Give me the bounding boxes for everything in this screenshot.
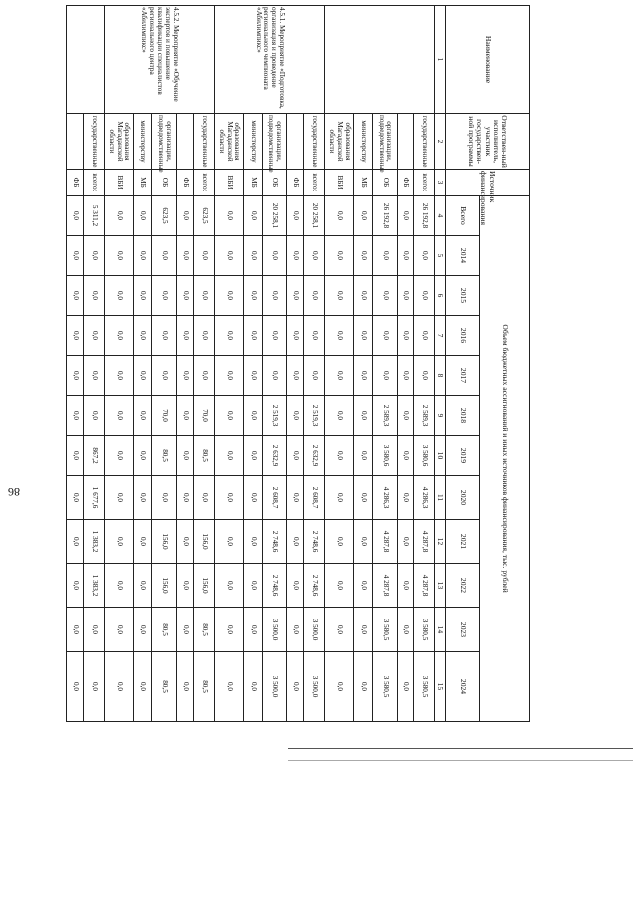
total-cell: 0,0 [353, 196, 372, 236]
value-cell: 0,0 [243, 316, 262, 356]
column-number: 6 [435, 276, 446, 316]
value-cell: 0,0 [133, 652, 152, 722]
value-cell: 0,0 [104, 652, 133, 722]
value-cell: 0,0 [287, 316, 304, 356]
value-cell: 3 580,5 [372, 608, 397, 652]
value-cell: 0,0 [304, 316, 325, 356]
value-cell: 0,0 [193, 316, 214, 356]
value-cell: 0,0 [67, 236, 84, 276]
responsible-cell: министерству [133, 114, 152, 170]
value-cell: 0,0 [152, 476, 177, 520]
value-cell: 0,0 [397, 652, 414, 722]
value-cell: 0,0 [104, 236, 133, 276]
value-cell: 0,0 [83, 316, 104, 356]
value-cell: 0,0 [353, 652, 372, 722]
total-cell: 20 258,1 [304, 196, 325, 236]
value-cell: 0,0 [214, 520, 243, 564]
responsible-cell: образования Магаданской области [104, 114, 133, 170]
header-year: 2021 [446, 520, 480, 564]
value-cell: 156,0 [193, 520, 214, 564]
table-row [67, 6, 84, 722]
value-cell: 0,0 [414, 356, 435, 396]
value-cell: 0,0 [243, 236, 262, 276]
column-number: 15 [435, 652, 446, 722]
source-cell: МБ [353, 170, 372, 196]
source-cell: ФБ [397, 170, 414, 196]
column-number: 7 [435, 316, 446, 356]
source-cell: ФБ [177, 170, 194, 196]
value-cell: 4 287,8 [414, 564, 435, 608]
value-cell: 0,0 [133, 236, 152, 276]
value-cell: 2 748,6 [262, 520, 287, 564]
source-cell: ФБ [67, 170, 84, 196]
value-cell: 0,0 [214, 476, 243, 520]
value-cell: 0,0 [243, 436, 262, 476]
value-cell: 0,0 [353, 608, 372, 652]
value-cell: 1 383,2 [83, 520, 104, 564]
value-cell: 0,0 [287, 276, 304, 316]
total-cell: 5 311,2 [83, 196, 104, 236]
responsible-cell: государственные [414, 114, 435, 170]
value-cell: 70,0 [193, 396, 214, 436]
value-cell: 0,0 [397, 236, 414, 276]
value-cell: 80,5 [193, 436, 214, 476]
value-cell: 0,0 [104, 276, 133, 316]
table-row [193, 6, 214, 722]
value-cell: 3 580,5 [414, 652, 435, 722]
activity-name: 4.5.1. Мероприятие «Подготовка, организация и проведение регионального чемпионата «Абилимпикс» [214, 6, 324, 114]
value-cell: 0,0 [304, 276, 325, 316]
header-total: Всего [446, 196, 480, 236]
value-cell: 80,5 [152, 652, 177, 722]
value-cell: 0,0 [83, 652, 104, 722]
column-number: 13 [435, 564, 446, 608]
value-cell: 0,0 [304, 356, 325, 396]
value-cell: 867,2 [83, 436, 104, 476]
value-cell: 2 589,3 [414, 396, 435, 436]
value-cell: 0,0 [287, 236, 304, 276]
value-cell: 0,0 [353, 520, 372, 564]
value-cell: 0,0 [243, 564, 262, 608]
value-cell: 0,0 [287, 396, 304, 436]
value-cell: 3 500,0 [262, 608, 287, 652]
rotated-page [66, 5, 530, 721]
table-row [152, 6, 177, 722]
column-numbers-row [435, 6, 446, 722]
table-row [133, 6, 152, 722]
total-cell: 0,0 [324, 196, 353, 236]
responsible-cell: организации, подведомственные [152, 114, 177, 170]
value-cell: 0,0 [67, 652, 84, 722]
total-cell: 623,5 [193, 196, 214, 236]
value-cell: 80,5 [152, 436, 177, 476]
value-cell: 0,0 [287, 520, 304, 564]
value-cell: 156,0 [193, 564, 214, 608]
header-year: 2023 [446, 608, 480, 652]
value-cell: 0,0 [67, 316, 84, 356]
value-cell: 0,0 [193, 276, 214, 316]
value-cell: 0,0 [193, 236, 214, 276]
value-cell: 0,0 [372, 276, 397, 316]
table-row [397, 6, 414, 722]
column-number: 9 [435, 396, 446, 436]
value-cell: 0,0 [214, 396, 243, 436]
value-cell: 0,0 [372, 316, 397, 356]
table-row [324, 6, 353, 722]
value-cell: 0,0 [67, 436, 84, 476]
value-cell: 0,0 [243, 520, 262, 564]
responsible-cell: министерству [353, 114, 372, 170]
value-cell: 0,0 [133, 276, 152, 316]
value-cell: 0,0 [353, 276, 372, 316]
value-cell: 0,0 [177, 520, 194, 564]
column-number: 10 [435, 436, 446, 476]
value-cell: 4 287,8 [372, 520, 397, 564]
value-cell: 2 748,6 [304, 564, 325, 608]
value-cell: 0,0 [67, 356, 84, 396]
value-cell: 0,0 [262, 316, 287, 356]
responsible-cell [287, 114, 304, 170]
value-cell: 0,0 [287, 608, 304, 652]
value-cell: 0,0 [177, 396, 194, 436]
value-cell: 0,0 [353, 316, 372, 356]
value-cell: 0,0 [243, 396, 262, 436]
value-cell: 0,0 [133, 520, 152, 564]
column-number: 5 [435, 236, 446, 276]
value-cell: 0,0 [397, 476, 414, 520]
responsible-cell: образования Магаданской области [324, 114, 353, 170]
source-cell: ВБИ [104, 170, 133, 196]
value-cell: 0,0 [397, 564, 414, 608]
value-cell: 0,0 [353, 396, 372, 436]
value-cell: 80,5 [193, 652, 214, 722]
source-cell: всего: [304, 170, 325, 196]
total-cell: 0,0 [67, 196, 84, 236]
value-cell: 0,0 [353, 476, 372, 520]
value-cell: 0,0 [214, 608, 243, 652]
table-body [67, 6, 435, 722]
value-cell: 0,0 [262, 356, 287, 396]
source-cell: всего: [193, 170, 214, 196]
value-cell: 3 500,0 [304, 652, 325, 722]
value-cell: 0,0 [397, 608, 414, 652]
value-cell: 0,0 [177, 316, 194, 356]
value-cell: 0,0 [324, 436, 353, 476]
value-cell: 0,0 [177, 476, 194, 520]
value-cell: 0,0 [324, 316, 353, 356]
value-cell: 0,0 [397, 316, 414, 356]
value-cell: 0,0 [67, 476, 84, 520]
responsible-cell: министерству [243, 114, 262, 170]
value-cell: 0,0 [214, 276, 243, 316]
total-cell: 623,5 [152, 196, 177, 236]
value-cell: 0,0 [104, 564, 133, 608]
value-cell: 2 748,6 [304, 520, 325, 564]
source-cell: ОБ [372, 170, 397, 196]
value-cell: 0,0 [397, 356, 414, 396]
value-cell: 0,0 [133, 436, 152, 476]
value-cell: 0,0 [353, 436, 372, 476]
table-row [414, 6, 435, 722]
value-cell: 0,0 [214, 436, 243, 476]
value-cell: 0,0 [397, 396, 414, 436]
responsible-cell: государственные [83, 114, 104, 170]
value-cell: 0,0 [214, 652, 243, 722]
table-row [262, 6, 287, 722]
value-cell: 3 500,0 [262, 652, 287, 722]
total-cell: 0,0 [214, 196, 243, 236]
header-name: Наименование [446, 6, 530, 114]
value-cell: 156,0 [152, 520, 177, 564]
value-cell: 0,0 [193, 356, 214, 396]
total-cell: 0,0 [104, 196, 133, 236]
value-cell: 0,0 [287, 476, 304, 520]
value-cell: 0,0 [324, 476, 353, 520]
value-cell: 0,0 [177, 564, 194, 608]
source-cell: ВБИ [214, 170, 243, 196]
value-cell: 0,0 [133, 476, 152, 520]
responsible-cell: образования Магаданской области [214, 114, 243, 170]
total-cell: 0,0 [177, 196, 194, 236]
total-cell: 20 258,1 [262, 196, 287, 236]
header-year: 2020 [446, 476, 480, 520]
value-cell: 0,0 [152, 356, 177, 396]
table-row [177, 6, 194, 722]
total-cell: 26 192,8 [414, 196, 435, 236]
value-cell: 0,0 [177, 276, 194, 316]
page-number: 86 [8, 485, 20, 499]
value-cell: 0,0 [324, 652, 353, 722]
value-cell: 0,0 [67, 276, 84, 316]
value-cell: 0,0 [243, 276, 262, 316]
value-cell: 0,0 [83, 608, 104, 652]
column-number: 8 [435, 356, 446, 396]
value-cell: 0,0 [83, 356, 104, 396]
value-cell: 0,0 [243, 652, 262, 722]
value-cell: 4 287,8 [372, 564, 397, 608]
column-number: 2 [435, 114, 446, 170]
value-cell: 0,0 [104, 356, 133, 396]
column-number: 3 [435, 170, 446, 196]
total-cell: 0,0 [243, 196, 262, 236]
responsible-cell: государственные [193, 114, 214, 170]
value-cell: 0,0 [214, 356, 243, 396]
header-year: 2015 [446, 276, 480, 316]
value-cell: 2 519,3 [304, 396, 325, 436]
table-row [372, 6, 397, 722]
value-cell: 0,0 [243, 608, 262, 652]
header-year: 2024 [446, 652, 480, 722]
value-cell: 0,0 [304, 236, 325, 276]
responsible-cell: организации, подведомственные [262, 114, 287, 170]
activity-name [67, 6, 105, 114]
value-cell: 0,0 [353, 564, 372, 608]
value-cell: 3 580,5 [414, 608, 435, 652]
value-cell: 2 632,9 [262, 436, 287, 476]
value-cell: 0,0 [177, 356, 194, 396]
value-cell: 0,0 [353, 236, 372, 276]
source-cell: ВБИ [324, 170, 353, 196]
value-cell: 2 608,7 [304, 476, 325, 520]
source-cell: ОБ [262, 170, 287, 196]
responsible-cell [177, 114, 194, 170]
activity-name [324, 6, 434, 114]
value-cell: 0,0 [104, 396, 133, 436]
value-cell: 0,0 [262, 276, 287, 316]
value-cell: 0,0 [324, 276, 353, 316]
total-cell: 0,0 [287, 196, 304, 236]
value-cell: 0,0 [372, 236, 397, 276]
value-cell: 156,0 [152, 564, 177, 608]
value-cell: 80,5 [152, 608, 177, 652]
value-cell: 0,0 [243, 356, 262, 396]
value-cell: 0,0 [397, 520, 414, 564]
activity-name: 4.5.2. Мероприятие «Обучение экспертов и повышение квалификации специалистов регионального центра «Абилимпикс» [104, 6, 214, 114]
table-row [353, 6, 372, 722]
value-cell: 0,0 [83, 236, 104, 276]
header-year: 2017 [446, 356, 480, 396]
budget-table [66, 5, 530, 722]
header-year: 2014 [446, 236, 480, 276]
value-cell: 0,0 [104, 520, 133, 564]
value-cell: 0,0 [152, 236, 177, 276]
table-row [214, 6, 243, 722]
divider [288, 748, 633, 749]
source-cell: всего: [414, 170, 435, 196]
value-cell: 2 589,3 [372, 396, 397, 436]
value-cell: 80,5 [193, 608, 214, 652]
value-cell: 0,0 [287, 356, 304, 396]
value-cell: 0,0 [214, 316, 243, 356]
value-cell: 1 677,6 [83, 476, 104, 520]
value-cell: 0,0 [287, 436, 304, 476]
value-cell: 0,0 [104, 436, 133, 476]
source-cell: МБ [243, 170, 262, 196]
table-row [243, 6, 262, 722]
header-responsible: Ответствен-ный исполнитель, участник государствен-ной программы [446, 114, 530, 170]
value-cell: 0,0 [177, 236, 194, 276]
responsible-cell: государственные [304, 114, 325, 170]
value-cell: 0,0 [287, 652, 304, 722]
header-year: 2019 [446, 436, 480, 476]
header-volume-title: Объем бюджетных ассигнований и иных источников финансирования, тыс. рублей [480, 196, 530, 722]
value-cell: 0,0 [324, 608, 353, 652]
value-cell: 4 286,3 [372, 476, 397, 520]
divider [288, 760, 633, 761]
column-number: 1 [435, 6, 446, 114]
value-cell: 0,0 [414, 276, 435, 316]
value-cell: 3 580,6 [372, 436, 397, 476]
source-cell: ФБ [287, 170, 304, 196]
value-cell: 3 580,5 [372, 652, 397, 722]
header-year: 2016 [446, 316, 480, 356]
responsible-cell [67, 114, 84, 170]
value-cell: 0,0 [133, 316, 152, 356]
header-year: 2022 [446, 564, 480, 608]
value-cell: 0,0 [372, 356, 397, 396]
responsible-cell [397, 114, 414, 170]
column-number: 4 [435, 196, 446, 236]
header-year: 2018 [446, 396, 480, 436]
value-cell: 0,0 [177, 652, 194, 722]
value-cell: 0,0 [67, 396, 84, 436]
total-cell: 26 192,8 [372, 196, 397, 236]
value-cell: 0,0 [83, 396, 104, 436]
value-cell: 0,0 [262, 236, 287, 276]
value-cell: 70,0 [152, 396, 177, 436]
total-cell: 0,0 [397, 196, 414, 236]
value-cell: 0,0 [104, 316, 133, 356]
value-cell: 0,0 [152, 276, 177, 316]
value-cell: 2 519,3 [262, 396, 287, 436]
value-cell: 3 580,6 [414, 436, 435, 476]
value-cell: 0,0 [67, 520, 84, 564]
value-cell: 0,0 [397, 436, 414, 476]
value-cell: 0,0 [324, 564, 353, 608]
value-cell: 0,0 [67, 608, 84, 652]
value-cell: 0,0 [324, 396, 353, 436]
total-cell: 0,0 [133, 196, 152, 236]
table-row [287, 6, 304, 722]
value-cell: 2 748,6 [262, 564, 287, 608]
value-cell: 0,0 [243, 476, 262, 520]
value-cell: 2 632,9 [304, 436, 325, 476]
value-cell: 0,0 [397, 276, 414, 316]
value-cell: 4 287,8 [414, 520, 435, 564]
value-cell: 0,0 [133, 608, 152, 652]
value-cell: 1 383,2 [83, 564, 104, 608]
value-cell: 0,0 [287, 564, 304, 608]
value-cell: 0,0 [193, 476, 214, 520]
value-cell: 0,0 [152, 316, 177, 356]
value-cell: 0,0 [324, 356, 353, 396]
value-cell: 3 500,0 [304, 608, 325, 652]
value-cell: 0,0 [177, 608, 194, 652]
value-cell: 0,0 [104, 608, 133, 652]
value-cell: 0,0 [414, 316, 435, 356]
table-row [304, 6, 325, 722]
responsible-cell: организации, подведомственные [372, 114, 397, 170]
value-cell: 0,0 [133, 396, 152, 436]
value-cell: 0,0 [104, 476, 133, 520]
table-row [83, 6, 104, 722]
value-cell: 0,0 [324, 520, 353, 564]
value-cell: 0,0 [133, 356, 152, 396]
value-cell: 4 286,3 [414, 476, 435, 520]
value-cell: 0,0 [83, 276, 104, 316]
source-cell: всего: [83, 170, 104, 196]
value-cell: 0,0 [177, 436, 194, 476]
column-number: 11 [435, 476, 446, 520]
value-cell: 0,0 [214, 236, 243, 276]
column-number: 14 [435, 608, 446, 652]
table-row [104, 6, 133, 722]
value-cell: 0,0 [67, 564, 84, 608]
value-cell: 0,0 [414, 236, 435, 276]
value-cell: 0,0 [133, 564, 152, 608]
value-cell: 0,0 [214, 564, 243, 608]
column-number: 12 [435, 520, 446, 564]
value-cell: 0,0 [324, 236, 353, 276]
value-cell: 2 608,7 [262, 476, 287, 520]
header-source: Источник финансирования [446, 170, 530, 196]
value-cell: 0,0 [353, 356, 372, 396]
source-cell: МБ [133, 170, 152, 196]
source-cell: ОБ [152, 170, 177, 196]
